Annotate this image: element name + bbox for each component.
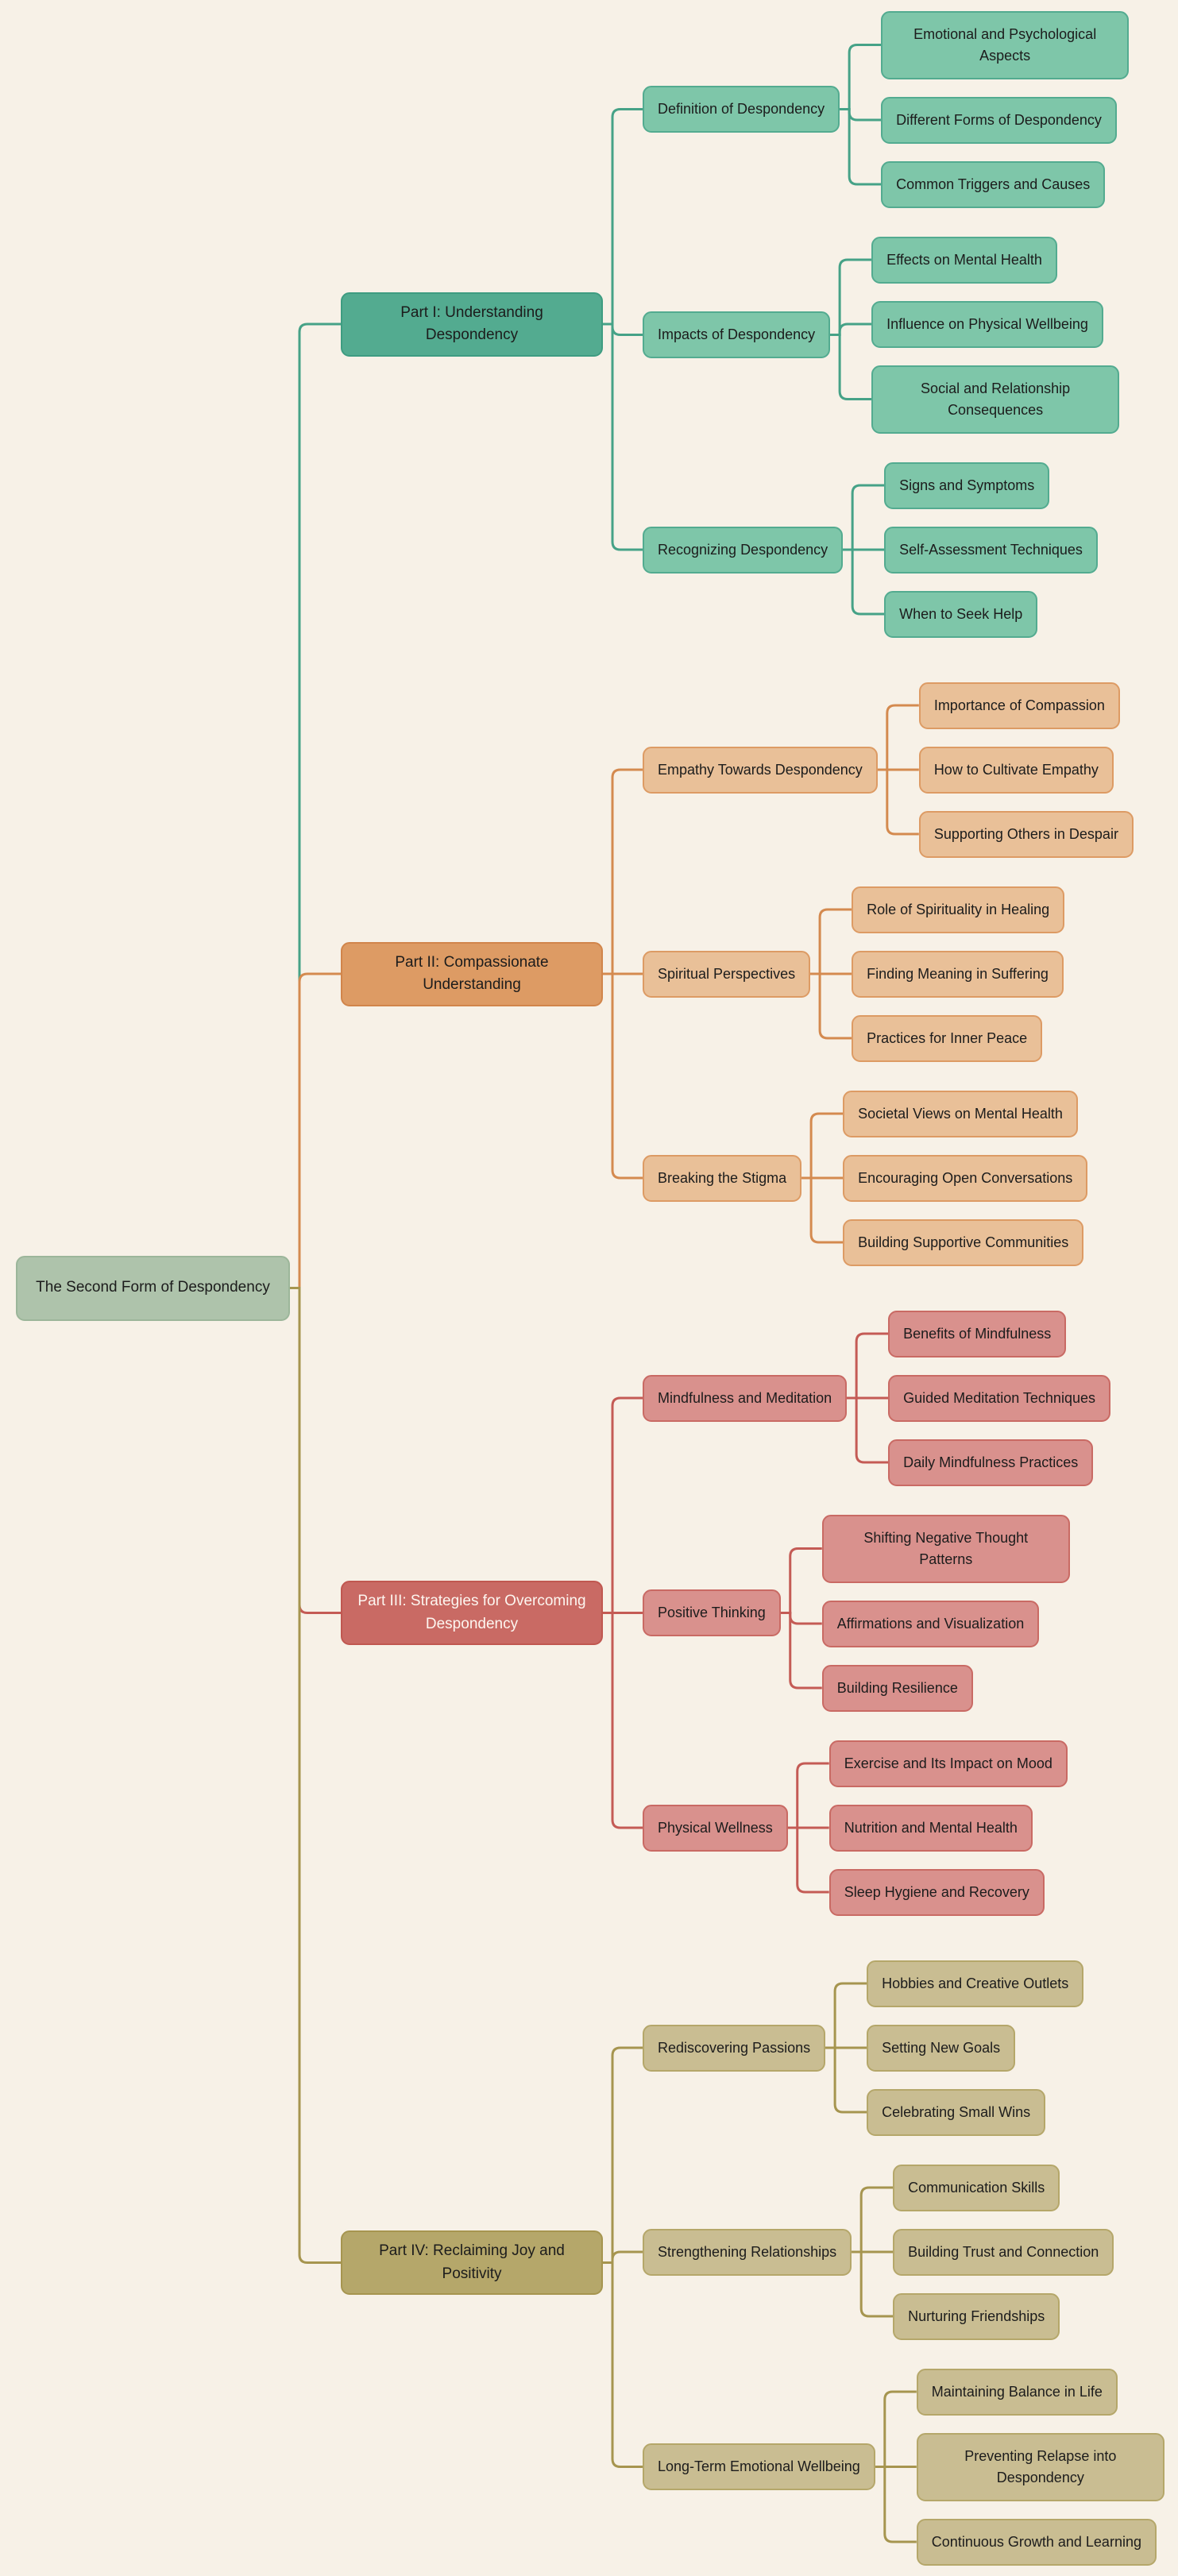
subtopic-row	[643, 1960, 1164, 2136]
leaf-node[interactable]: Role of Spirituality in Healing	[852, 886, 1064, 933]
subtopic-node[interactable]: Strengthening Relationships	[643, 2229, 852, 2276]
branch-list	[341, 0, 1164, 2576]
subtopic-list	[643, 11, 1129, 638]
leaf-node[interactable]: Importance of Compassion	[919, 682, 1120, 729]
leaf-list	[867, 1960, 1083, 2136]
subtopic-node[interactable]: Positive Thinking	[643, 1589, 781, 1636]
branch-topic-node[interactable]: Part II: Compassionate Understanding	[341, 942, 603, 1006]
leaf-node[interactable]: When to Seek Help	[884, 591, 1037, 638]
connector-path	[290, 324, 341, 1288]
branch-row	[341, 682, 1164, 1266]
leaf-node[interactable]: How to Cultivate Empathy	[919, 747, 1114, 794]
subtopic-node[interactable]: Recognizing Despondency	[643, 527, 843, 574]
leaf-list	[881, 11, 1129, 208]
leaf-node[interactable]: Sleep Hygiene and Recovery	[829, 1869, 1045, 1916]
leaf-node[interactable]: Social and Relationship Consequences	[871, 365, 1119, 434]
leaf-list	[888, 1311, 1110, 1486]
subtopic-row	[643, 1091, 1134, 1266]
subtopic-node[interactable]: Physical Wellness	[643, 1805, 788, 1852]
connector-path	[290, 1288, 341, 2263]
leaf-node[interactable]: Guided Meditation Techniques	[888, 1375, 1110, 1422]
subtopic-node[interactable]: Empathy Towards Despondency	[643, 747, 878, 794]
leaf-list	[822, 1515, 1070, 1712]
branch-row	[341, 1960, 1164, 2566]
branch-topic-node[interactable]: Part IV: Reclaiming Joy and Positivity	[341, 2230, 603, 2295]
leaf-node[interactable]: Influence on Physical Wellbeing	[871, 301, 1103, 348]
subtopic-row	[643, 2165, 1164, 2340]
leaf-list	[919, 682, 1134, 858]
subtopic-node[interactable]: Mindfulness and Meditation	[643, 1375, 847, 1422]
leaf-node[interactable]: Building Trust and Connection	[893, 2229, 1114, 2276]
leaf-list	[893, 2165, 1114, 2340]
subtopic-row	[643, 1515, 1110, 1712]
leaf-node[interactable]: Daily Mindfulness Practices	[888, 1439, 1093, 1486]
leaf-list	[852, 886, 1064, 1062]
leaf-node[interactable]: Encouraging Open Conversations	[843, 1155, 1087, 1202]
leaf-node[interactable]: Preventing Relapse into Despondency	[917, 2433, 1164, 2501]
leaf-list	[829, 1740, 1068, 1916]
subtopic-node[interactable]: Long-Term Emotional Wellbeing	[643, 2443, 875, 2490]
leaf-node[interactable]: Different Forms of Despondency	[881, 97, 1117, 144]
leaf-list	[917, 2369, 1164, 2566]
subtopic-node[interactable]: Spiritual Perspectives	[643, 951, 810, 998]
branch-row	[341, 11, 1164, 638]
leaf-node[interactable]: Self-Assessment Techniques	[884, 527, 1098, 574]
root-node[interactable]: The Second Form of Despondency	[16, 1256, 290, 1321]
leaf-node[interactable]: Common Triggers and Causes	[881, 161, 1105, 208]
branch-row	[341, 1311, 1164, 1916]
leaf-list	[843, 1091, 1087, 1266]
leaf-node[interactable]: Signs and Symptoms	[884, 462, 1049, 509]
leaf-node[interactable]: Nurturing Friendships	[893, 2293, 1060, 2340]
subtopic-row	[643, 682, 1134, 858]
subtopic-row	[643, 1740, 1110, 1916]
subtopic-row	[643, 2369, 1164, 2566]
subtopic-node[interactable]: Rediscovering Passions	[643, 2025, 825, 2072]
subtopic-list	[643, 682, 1134, 1266]
subtopic-node[interactable]: Definition of Despondency	[643, 86, 840, 133]
leaf-node[interactable]: Building Resilience	[822, 1665, 973, 1712]
subtopic-row	[643, 1311, 1110, 1486]
leaf-node[interactable]: Emotional and Psychological Aspects	[881, 11, 1129, 79]
subtopic-node[interactable]: Breaking the Stigma	[643, 1155, 801, 1202]
connector-path	[290, 974, 341, 1288]
leaf-list	[871, 237, 1119, 434]
leaf-node[interactable]: Benefits of Mindfulness	[888, 1311, 1066, 1358]
leaf-node[interactable]: Effects on Mental Health	[871, 237, 1057, 284]
leaf-node[interactable]: Exercise and Its Impact on Mood	[829, 1740, 1068, 1787]
connector-path	[290, 1288, 341, 1613]
leaf-node[interactable]: Affirmations and Visualization	[822, 1601, 1039, 1647]
leaf-node[interactable]: Societal Views on Mental Health	[843, 1091, 1078, 1137]
subtopic-row	[643, 237, 1129, 434]
leaf-node[interactable]: Building Supportive Communities	[843, 1219, 1083, 1266]
subtopic-list	[643, 1960, 1164, 2566]
branch-topic-node[interactable]: Part I: Understanding Despondency	[341, 292, 603, 357]
leaf-node[interactable]: Setting New Goals	[867, 2025, 1015, 2072]
leaf-node[interactable]: Nutrition and Mental Health	[829, 1805, 1033, 1852]
leaf-node[interactable]: Continuous Growth and Learning	[917, 2519, 1157, 2566]
subtopic-row	[643, 11, 1129, 208]
subtopic-node[interactable]: Impacts of Despondency	[643, 311, 830, 358]
leaf-list	[884, 462, 1098, 638]
leaf-node[interactable]: Hobbies and Creative Outlets	[867, 1960, 1083, 2007]
leaf-node[interactable]: Maintaining Balance in Life	[917, 2369, 1118, 2416]
leaf-node[interactable]: Supporting Others in Despair	[919, 811, 1134, 858]
branch-topic-node[interactable]: Part III: Strategies for Overcoming Despondency	[341, 1581, 603, 1645]
subtopic-list	[643, 1311, 1110, 1916]
leaf-node[interactable]: Celebrating Small Wins	[867, 2089, 1045, 2136]
subtopic-row	[643, 886, 1134, 1062]
leaf-node[interactable]: Communication Skills	[893, 2165, 1060, 2211]
subtopic-row	[643, 462, 1129, 638]
leaf-node[interactable]: Practices for Inner Peace	[852, 1015, 1042, 1062]
leaf-node[interactable]: Shifting Negative Thought Patterns	[822, 1515, 1070, 1583]
leaf-node[interactable]: Finding Meaning in Suffering	[852, 951, 1064, 998]
